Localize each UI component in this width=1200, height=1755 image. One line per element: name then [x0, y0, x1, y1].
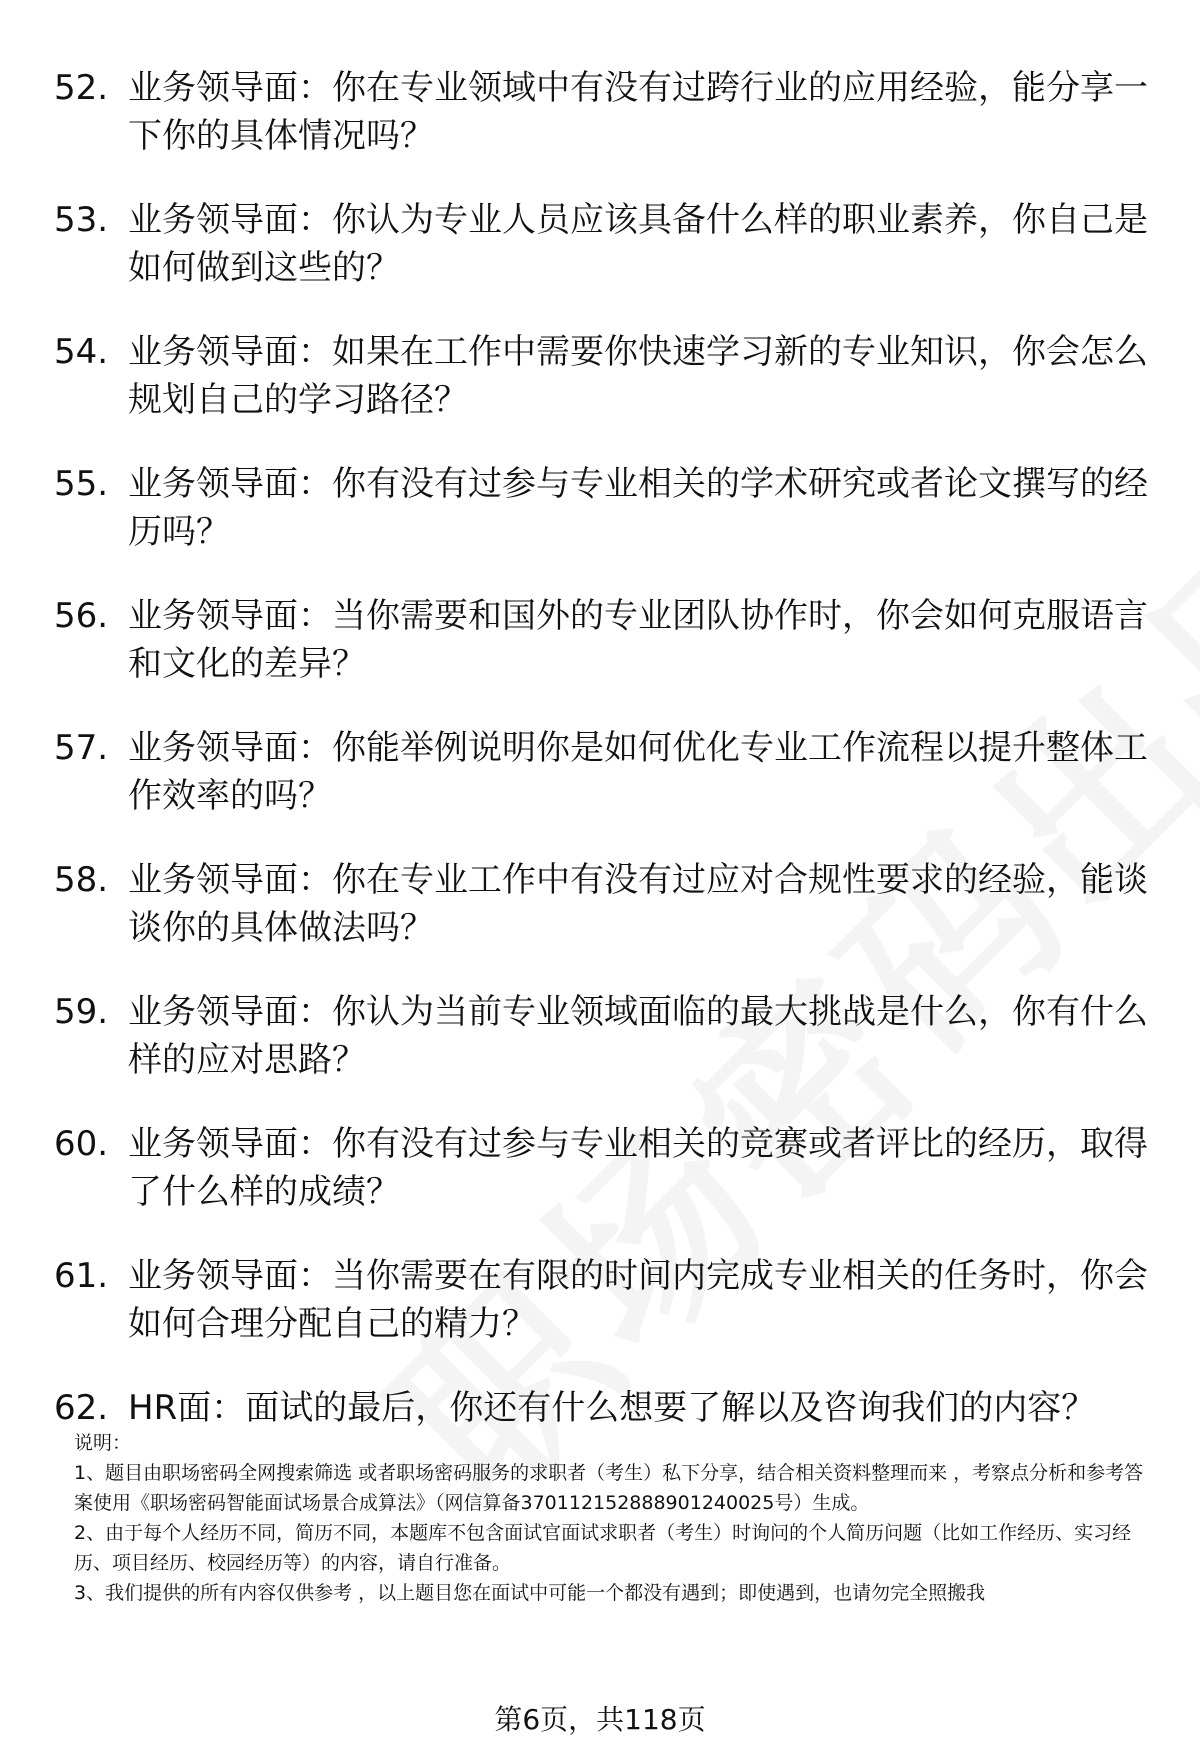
question-item: [0, 584, 1200, 716]
question-item: [0, 1244, 1200, 1376]
note-item: 1、题目由职场密码全网搜索筛选 或者职场密码服务的求职者（考生）私下分享，结合相关资料整理而来 ，考察点分析和参考答案使用《职场密码智能面试场景合成算法》（网信算备370112152888901240025号）生成。: [74, 1462, 1144, 1514]
question-number: 58.: [54, 860, 109, 900]
notes-section: [74, 1428, 1154, 1608]
question-number: 52.: [54, 68, 109, 108]
question-text: 业务领导面：你在专业领域中有没有过跨行业的应用经验，能分享一下你的具体情况吗？: [128, 68, 1148, 156]
question-text: 业务领导面：当你需要和国外的专业团队协作时，你会如何克服语言和文化的差异？: [128, 596, 1148, 684]
question-item: [0, 320, 1200, 452]
question-number: 56.: [54, 596, 109, 636]
question-number: 53.: [54, 200, 109, 240]
question-number: 60.: [54, 1124, 109, 1164]
question-item: [0, 56, 1200, 188]
question-text: 业务领导面：你认为当前专业领域面临的最大挑战是什么，你有什么样的应对思路？: [128, 992, 1148, 1080]
note-item: 2、由于每个人经历不同，简历不同，本题库不包含面试官面试求职者（考生）时询问的个人简历问题（比如工作经历、实习经历、项目经历、校园经历等）的内容，请自行准备。: [74, 1522, 1132, 1574]
question-item: [0, 980, 1200, 1112]
question-text: 业务领导面：你在专业工作中有没有过应对合规性要求的经验，能谈谈你的具体做法吗？: [128, 860, 1148, 948]
notes-heading: 说明：: [74, 1432, 132, 1454]
question-list: [0, 56, 1200, 1508]
question-number: 62.: [54, 1388, 109, 1428]
question-text: 业务领导面：你有没有过参与专业相关的学术研究或者论文撰写的经历吗？: [128, 464, 1148, 552]
question-text: 业务领导面：你能举例说明你是如何优化专业工作流程以提升整体工作效率的吗？: [128, 728, 1148, 816]
question-number: 55.: [54, 464, 109, 504]
note-item: 3、我们提供的所有内容仅供参考 ，以上题目您在面试中可能一个都没有遇到；即使遇到，也请勿完全照搬我: [74, 1582, 986, 1604]
page-number-label: 第6页，共118页: [494, 1703, 706, 1736]
question-text: HR面：面试的最后，你还有什么想要了解以及咨询我们的内容？: [128, 1388, 1096, 1428]
question-item: [0, 716, 1200, 848]
question-text: 业务领导面：你有没有过参与专业相关的竞赛或者评比的经历，取得了什么样的成绩？: [128, 1124, 1148, 1212]
question-number: 54.: [54, 332, 109, 372]
question-text: 业务领导面：当你需要在有限的时间内完成专业相关的任务时，你会如何合理分配自己的精力？: [128, 1256, 1148, 1344]
question-item: [0, 1112, 1200, 1244]
question-item: [0, 188, 1200, 320]
question-item: [0, 848, 1200, 980]
question-item: [0, 452, 1200, 584]
question-text: 业务领导面：如果在工作中需要你快速学习新的专业知识，你会怎么规划自己的学习路径？: [128, 332, 1148, 420]
question-text: 业务领导面：你认为专业人员应该具备什么样的职业素养，你自己是如何做到这些的？: [128, 200, 1148, 288]
question-number: 57.: [54, 728, 109, 768]
question-number: 61.: [54, 1256, 109, 1296]
question-number: 59.: [54, 992, 109, 1032]
page-footer: [0, 1700, 1200, 1740]
